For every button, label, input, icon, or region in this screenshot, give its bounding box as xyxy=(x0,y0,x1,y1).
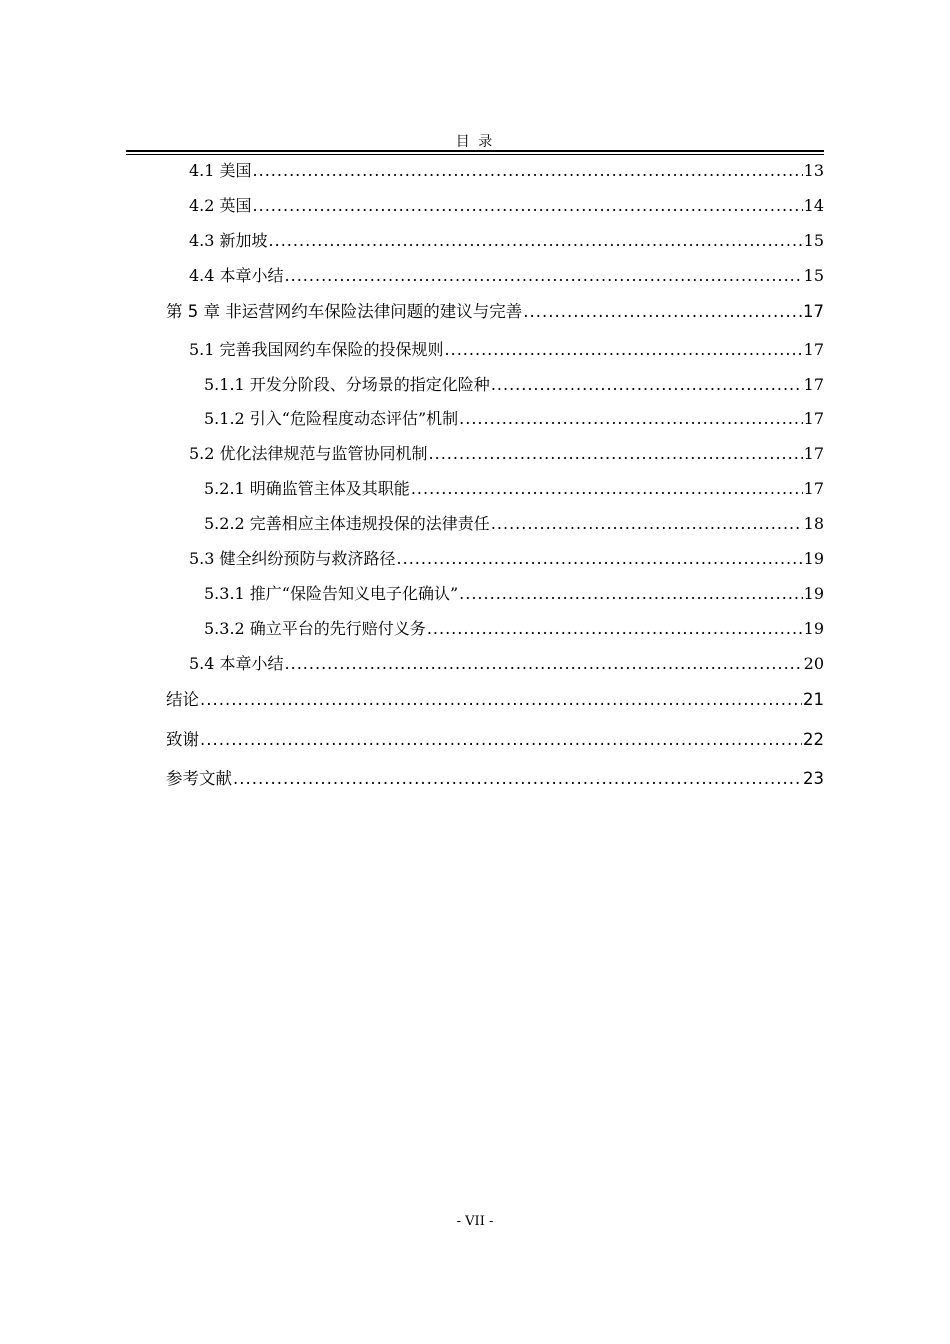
toc-entry-label: 5.4 本章小结 xyxy=(189,654,284,673)
toc-entry-label: 4.4 本章小结 xyxy=(189,266,284,285)
toc-entry-label: 第 5 章 非运营网约车保险法律问题的建议与完善 xyxy=(166,302,523,321)
toc-entry-label: 4.3 新加坡 xyxy=(189,231,268,250)
toc-entry-5-3-1[interactable] xyxy=(204,581,824,604)
toc-leader-dots xyxy=(459,409,802,428)
toc-entry-label: 5.2.2 完善相应主体违规投保的法律责任 xyxy=(204,514,490,533)
toc-entry-label: 5.3 健全纠纷预防与救济路径 xyxy=(189,549,396,568)
toc-entry-5-2-2[interactable] xyxy=(204,511,824,534)
toc-entry-label: 结论 xyxy=(166,690,199,709)
toc-entry-label: 5.2 优化法律规范与监管协同机制 xyxy=(189,444,428,463)
toc-entry-label: 致谢 xyxy=(166,730,199,749)
toc-leader-dots xyxy=(253,196,803,215)
toc-entry-references[interactable] xyxy=(166,765,824,789)
toc-entry-5-4[interactable] xyxy=(189,651,824,674)
toc-entry-page: 19 xyxy=(803,584,824,603)
toc-entry-4-1[interactable] xyxy=(189,158,824,181)
toc-leader-dots xyxy=(233,769,802,788)
toc-entry-page: 23 xyxy=(803,769,824,788)
toc-entry-5-1-1[interactable] xyxy=(204,372,824,395)
toc-entry-acknowledgements[interactable] xyxy=(166,726,824,750)
toc-entry-page: 17 xyxy=(803,340,824,359)
toc-entry-5-1[interactable] xyxy=(189,337,824,360)
toc-entry-label: 5.1.1 开发分阶段、分场景的指定化险种 xyxy=(204,375,490,394)
toc-entry-page: 15 xyxy=(803,231,824,250)
toc-entry-page: 18 xyxy=(803,514,824,533)
toc-leader-dots xyxy=(523,302,802,321)
toc-leader-dots xyxy=(285,654,803,673)
toc-entry-5-3[interactable] xyxy=(189,546,824,569)
toc-leader-dots xyxy=(459,584,802,603)
toc-leader-dots xyxy=(269,231,803,250)
toc-entry-label: 4.1 美国 xyxy=(189,161,252,180)
toc-entry-4-3[interactable] xyxy=(189,228,824,251)
toc-leader-dots xyxy=(445,340,803,359)
toc-entry-label: 5.3.2 确立平台的先行赔付义务 xyxy=(204,619,426,638)
toc-entry-page: 14 xyxy=(803,196,824,215)
toc-leader-dots xyxy=(491,514,803,533)
toc-entry-label: 4.2 英国 xyxy=(189,196,252,215)
toc-entry-page: 19 xyxy=(803,619,824,638)
toc-entry-page: 22 xyxy=(803,730,824,749)
toc-entry-chapter-5[interactable] xyxy=(166,298,824,322)
toc-entry-5-2-1[interactable] xyxy=(204,476,824,499)
toc-leader-dots xyxy=(429,444,803,463)
toc-leader-dots xyxy=(253,161,803,180)
toc-leader-dots xyxy=(200,690,802,709)
toc-entry-page: 19 xyxy=(803,549,824,568)
header-rule-thin xyxy=(126,154,824,155)
toc-leader-dots xyxy=(411,479,803,498)
toc-leader-dots xyxy=(397,549,803,568)
toc-entry-page: 17 xyxy=(803,302,824,321)
toc-entry-page: 17 xyxy=(803,479,824,498)
toc-entry-page: 17 xyxy=(803,409,824,428)
toc-entry-page: 21 xyxy=(803,690,824,709)
toc-entry-5-2[interactable] xyxy=(189,441,824,464)
toc-entry-5-1-2[interactable] xyxy=(204,406,824,429)
toc-entry-label: 5.2.1 明确监管主体及其职能 xyxy=(204,479,410,498)
toc-entry-conclusion[interactable] xyxy=(166,686,824,710)
toc-entry-label: 5.1 完善我国网约车保险的投保规则 xyxy=(189,340,444,359)
page-header-title: 目 录 xyxy=(455,134,495,150)
toc-entry-page: 15 xyxy=(803,266,824,285)
toc-leader-dots xyxy=(285,266,803,285)
toc-leader-dots xyxy=(427,619,803,638)
toc-entry-page: 17 xyxy=(803,444,824,463)
toc-entry-4-4[interactable] xyxy=(189,263,824,286)
header-rule-thick xyxy=(126,150,824,152)
toc-entry-page: 20 xyxy=(803,654,824,673)
toc-leader-dots xyxy=(491,375,803,394)
toc-entry-label: 5.1.2 引入“危险程度动态评估”机制 xyxy=(204,409,459,428)
toc-leader-dots xyxy=(200,730,802,749)
page-number-footer: - VII - xyxy=(456,1214,494,1229)
toc-entry-4-2[interactable] xyxy=(189,193,824,216)
toc-entry-page: 17 xyxy=(803,375,824,394)
toc-entry-page: 13 xyxy=(803,161,824,180)
toc-entry-5-3-2[interactable] xyxy=(204,616,824,639)
toc-entry-label: 参考文献 xyxy=(166,769,232,788)
toc-entry-label: 5.3.1 推广“保险告知义电子化确认” xyxy=(204,584,459,603)
